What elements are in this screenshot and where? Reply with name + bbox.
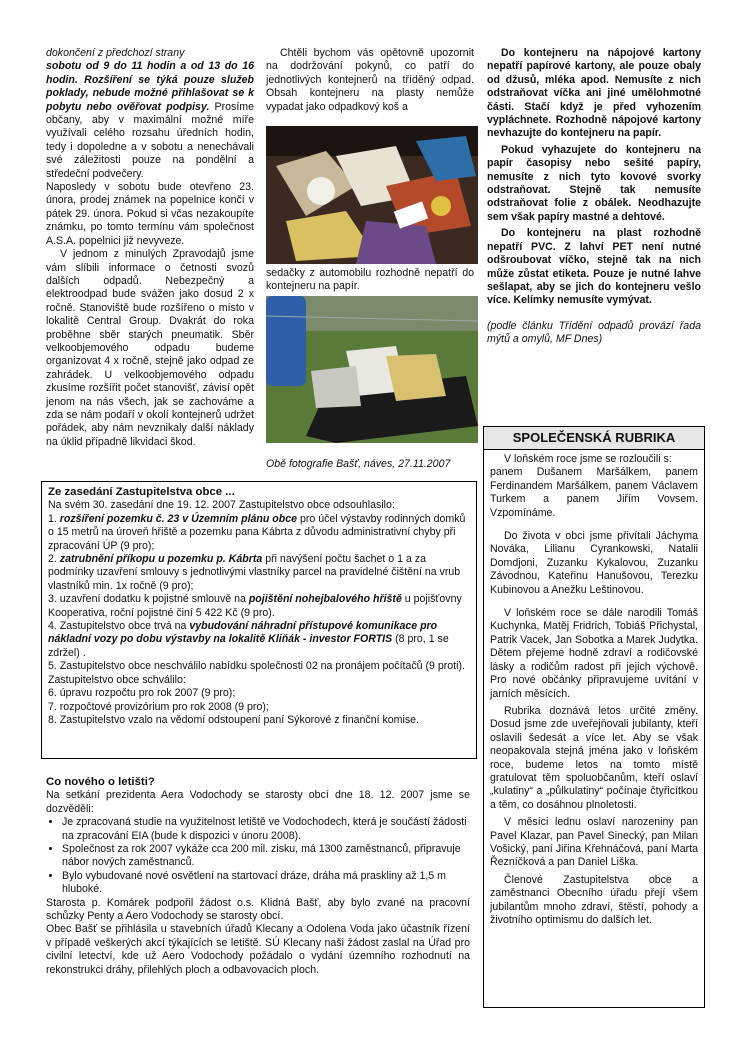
airport-office: Obec Bašť se přihlásila u stavebních úřadů Klecany a Odolena Voda jako účastník řízení v případě veškerých akcí týkajících se letiště. SÚ Klecany naši žádost zaslal na Úřad pro civilní letectví, kde už Aero Vodochody požádalo o vydání územního rozhodnutí na rekonstrukci dráhy, přilehlých ploch a odbavovacích ploch. — [46, 923, 470, 976]
council-item — [48, 513, 470, 553]
text-run: pro účel výstavby rodinných domků o 15 metrů na úroveň hřiště a pozemku pana Kábrta z důvodu administrativní chyby při zpracování ÚP (9 pro); — [48, 512, 466, 552]
text-run: Prosíme občany, aby v maximální možné míře využívali celého rozsahu úředních hodin, tedy i dopoledne a v sobotu a nenechávali své záležitosti pouze na pondělní a středeční podvečery. — [46, 100, 255, 180]
council-intro: Na svém 30. zasedání dne 19. 12. 2007 Zastupitelstvo obce odsouhlasilo: — [48, 499, 395, 512]
column-1 — [46, 47, 254, 449]
social-column-box — [483, 449, 705, 1008]
social-welcome: Do života v obci jsme přivítali Jáchyma Nováka, Lilianu Cyrankowski, Natalii Domdjoni, Zuzanku Kykalovou, Zuzanku Závodnou, Kateřinu Hanušovou, Terezku Kubinovou a Anežku Leštinovou. — [490, 530, 698, 596]
airport-section — [46, 776, 470, 977]
beverage-cartons-paragraph: Do kontejneru na nápojové kartony nepatří papírové kartony, ale pouze obaly od džusů, mléka apod. Nemusíte z nich odstraňovat víčka ani jiné umělohmotné části. Stačí když je před vyhozením vypláchnete. Rozhodně nápojové kartony nevhazujte do kontejneru na papír. — [487, 47, 701, 140]
column-2-lower — [266, 267, 474, 294]
text-run: u pojišťovny Kooperativa, roční pojistné činí 5 422 Kč (9 pro). — [48, 593, 462, 619]
council-item — [48, 660, 470, 673]
car-seats-paragraph: sedačky z automobilu rozhodně nepatří do kontejneru na papír. — [266, 267, 474, 293]
council-box — [41, 481, 477, 759]
council-items-2 — [48, 687, 470, 727]
social-january: V měsíci lednu oslaví narozeniny pan Pavel Klazar, pan Pavel Sinecký, pan Milan Vošický, paní Jiřina Křehnáčová, paní Marta Řezníčková a pan Daniel Liška. — [490, 816, 698, 869]
social-farewell-intro: V loňském roce jsme se rozloučili s: — [504, 453, 672, 465]
text-run: sobotu od 9 do 11 hodin a od 13 do 16 hodin. — [46, 60, 254, 86]
social-births: V loňském roce se dále narodili Tomáš Kuchynka, Matěj Fridrich, Tobiáš Přichystal, Patrik Vacek, Jan Sobotka a Marek Judytka. Dětem přejeme hodně zdraví a rodičovské lásky a rodičům radost při jejich výchově. Pro nové občánky připravujeme uvítání v jarních měsících. — [490, 607, 698, 700]
text-run: rozšíření pozemku č. 23 v Územním plánu obce — [59, 512, 298, 525]
council-item: 6. úpravu rozpočtu pro rok 2007 (9 pro); — [48, 687, 236, 700]
council-item — [48, 620, 470, 660]
airport-bullet: • Je zpracovaná studie na využitelnost letiště ve Vodochodech, která je součástí žádosti na zpracování EIA (bude k dispozici v únoru 2008). — [62, 816, 470, 843]
waste-collection-paragraph: V jednom z minulých Zpravodajů jsme vám slíbili informace o četnosti svozů dalších odpadů. Nebezpečný a elektroodpad bude svážen jako dosud 2 x ročně. Stanoviště bude rozšířeno o místo v lokalitě Central Group. Dvakrát do roka proběhne sběr starých pneumatik. Sběr velkoobjemového odpadu budeme organizovat 4 x ročně, stejně jako odpad ze zahrádek. U velkoobjemového odpadu zkusíme rozšířit počet stanovišť, závisí opět jenom na nás všech, jak se zachováme a zda se nám podaří v okolí kontejnerů udržet pořádek, aby nám nevznikaly další náklady na úklid případně likvidaci škod. — [46, 248, 254, 448]
council-approved: Zastupitelstvo obce schválilo: — [48, 673, 186, 686]
social-farewell-names: panem Dušanem Maršálkem, panem Ferdinandem Maršálkem, panem Václavem Turkem a panem Jiřím Vovsem. Vzpomínáme. — [490, 466, 698, 519]
text-run: 5. Zastupitelstvo obce neschválilo nabídku společnosti 02 na pronájem počítačů (9 proti). — [48, 660, 465, 673]
airport-intro: Na setkání prezidenta Aera Vodochody se starosty obcí dne 18. 12. 2007 jsme se dozvěděli: — [46, 789, 470, 815]
stickers-paragraph: Naposledy v sobotu bude otevřeno 23. února, prodej známek na popelnice končí v pátek 29. února. Pokud si včas nezakoupíte známku, po tomto termínu vám společnost A.S.A. popelnici již nevyveze. — [46, 181, 254, 247]
text-run: 1. — [48, 512, 60, 525]
containers-paragraph: Chtěli bychom vás opětovně upozornit na dodržování pokynů, co patří do jednotlivých kontejnerů na tříděný odpad. Obsah kontejneru na plasty nemůže vypadat jako odpadkový koš a — [266, 47, 474, 113]
council-title: Ze zasedání Zastupitelstva obce ... — [48, 486, 235, 498]
office-hours-paragraph — [46, 60, 254, 181]
airport-bullet: • Bylo vybudované nové osvětlení na startovací dráze, dráha má praskliny až 1,5 m hluboké. — [62, 870, 470, 897]
airport-title: Co nového o letišti? — [46, 776, 155, 788]
council-item — [48, 593, 470, 620]
column-3 — [487, 47, 701, 347]
photo-plastic-container — [266, 126, 478, 264]
text-run: 3. uzavření dodatku k pojistné smlouvě na — [48, 593, 249, 606]
council-items — [48, 513, 470, 674]
social-wishes: Členové Zastupitelstva obce a zaměstnanci Obecního úřadu přejí všem jubilantům mnoho zdraví, štěstí, pohody a životního optimismu do dalších let. — [490, 873, 698, 926]
text-run: 2. — [48, 553, 60, 566]
text-run: při navýšení počtu šachet o 1 a za podmínky uzavření smlouvy s jednotlivými vlastníky parcel na pravidelné čištění na vrub vlastníků min. 1x ročně (9 pro); — [48, 553, 461, 592]
source-note: (podle článku Třídění odpadů provází řada mýtů a omylů, MF Dnes) — [487, 319, 701, 346]
plastic-paragraph: Do kontejneru na plast rozhodně nepatří PVC. Z lahví PET není nutné odšroubovat víčko, stejně tak na nich může zůstat etiketa. Pouze je nutné lahve sešlapat, aby se jich do kontejneru vešlo více. Kelímky nemusíte vymývat. — [487, 227, 701, 307]
paper-paragraph: Pokud vyhazujete do kontejneru na papír časopisy nebo sešité papíry, nemusíte z nich tyto kovové svorky odstraňovat. Stejně tak nemusíte odstraňovat folie z obálek. Neodhazujte sem však papíry mastné a dehtové. — [487, 143, 701, 223]
council-item: 8. Zastupitelstvo vzalo na vědomí odstoupení paní Sýkorové z finanční komise. — [48, 713, 419, 726]
airport-bullet: • Společnost za rok 2007 vykáže cca 200 mil. zisku, má 1300 zaměstnanců, připravuje nábor nových zaměstnanců. — [62, 843, 470, 870]
text-run: zatrubnění příkopu u pozemku p. Kábrta — [59, 553, 263, 566]
text-run: vybudování náhradní přístupové komunikace pro nákladní vozy po dobu výstavby na lokalitě Kliňák - investor FORTIS — [48, 620, 438, 646]
council-item: 7. rozpočtové provizórium pro rok 2008 (9 pro); — [48, 700, 269, 713]
text-run: (8 pro, 1 se zdržel) . — [48, 633, 449, 659]
social-column-title: SPOLEČENSKÁ RUBRIKA — [483, 426, 705, 450]
airport-bullets — [46, 816, 470, 896]
continued-note: dokončení z předchozí strany — [46, 47, 185, 59]
photo-paper-container — [266, 296, 478, 443]
photo-caption: Obě fotografie Bašť, náves, 27.11.2007 — [266, 458, 451, 470]
airport-mayor: Starosta p. Komárek podpořil žádost o.s. Klidná Bašť, aby bylo zvané na pracovní schůzky Penty a Aero Vodochody se starosty obcí. — [46, 896, 470, 923]
text-run: 4. Zastupitelstvo obce trvá na — [48, 620, 190, 633]
column-2 — [266, 47, 474, 114]
council-item — [48, 553, 470, 593]
social-changes: Rubrika doznává letos určité změny. Dosud jsme zde uveřejňovali jubilanty, kteří oslavili šedesát a více let. Aby se však neopakovala stejná jména jako v loňském roce, budeme letos na tomto místě gratulovat těm spoluobčanům, kteří oslaví „kulatiny“ a „půlkulatiny“ počínaje čtyřicítkou a těm, co dosáhnou plnoletosti. — [490, 704, 698, 811]
text-run: Rozšíření se týká pouze služeb poklady, nebude možné přihlašovat se k pobytu nebo ověřovat podpisy. — [46, 73, 254, 113]
text-run: pojištění nohejbalového hřiště — [248, 593, 402, 606]
